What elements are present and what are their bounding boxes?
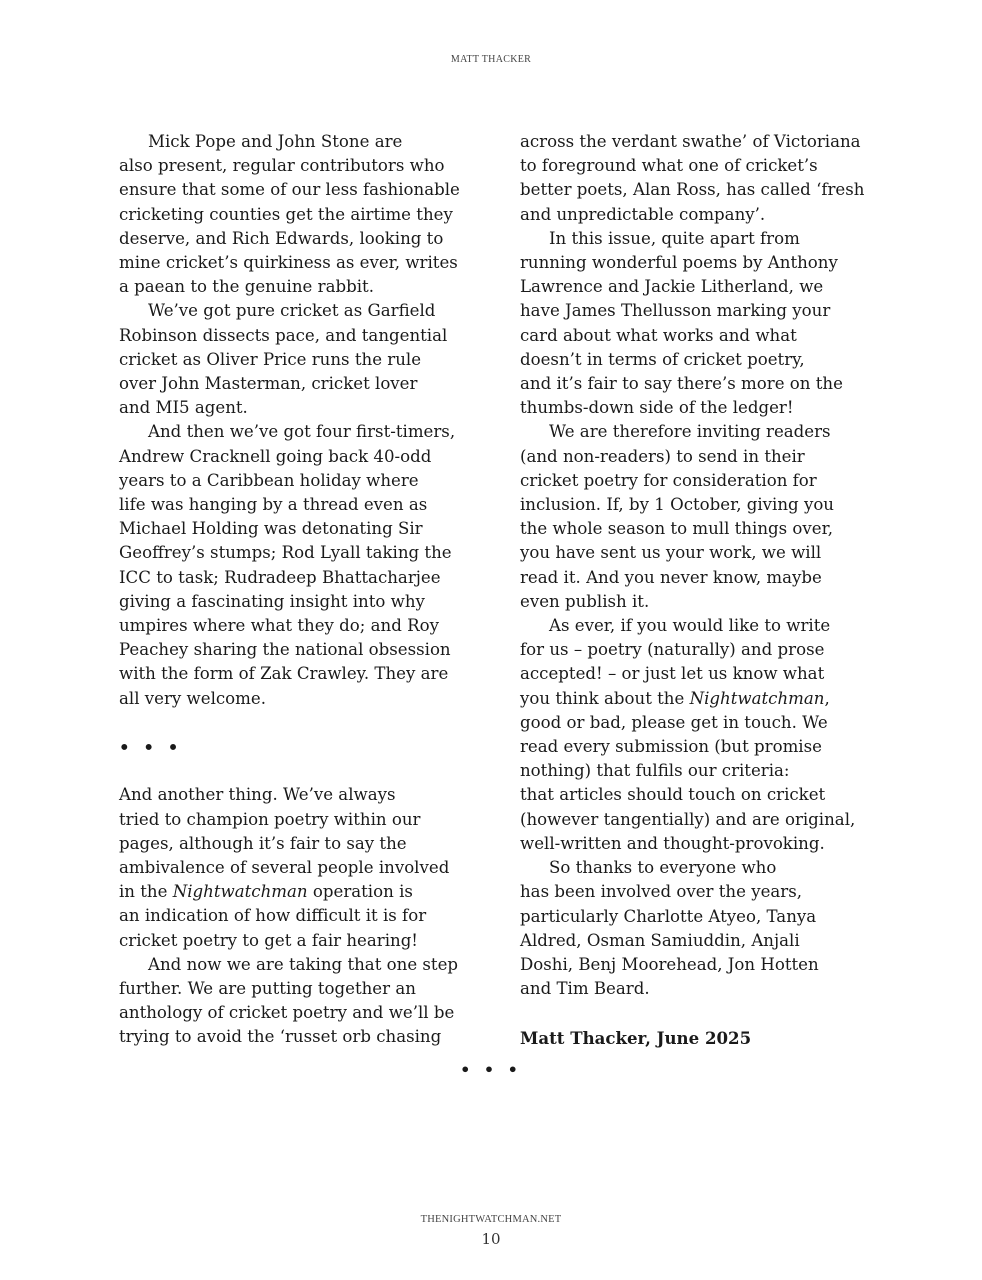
author-signoff: Matt Thacker, June 2025 bbox=[520, 1027, 752, 1048]
left-column bbox=[119, 130, 471, 1050]
text-line: cricket poetry to get a fair hearing! bbox=[119, 930, 418, 950]
text-line: We are therefore inviting readers bbox=[549, 422, 831, 442]
text-line: cricket poetry for consideration for bbox=[520, 470, 817, 490]
text-line: card about what works and what bbox=[520, 325, 797, 345]
text-line: trying to avoid the ‘russet orb chasing bbox=[119, 1027, 442, 1047]
text-line: (and non-readers) to send in their bbox=[520, 446, 805, 466]
text-line: a paean to the genuine rabbit. bbox=[119, 277, 374, 297]
text-line: (however tangentially) and are original, bbox=[520, 809, 856, 829]
text-line: you have sent us your work, we will bbox=[520, 543, 822, 563]
text-fragment: you think about the bbox=[520, 688, 690, 708]
text-line: life was hanging by a thread even as bbox=[119, 495, 428, 515]
text-line: years to a Caribbean holiday where bbox=[119, 470, 419, 490]
text-line: So thanks to everyone who bbox=[549, 858, 777, 878]
text-line: have James Thellusson marking your bbox=[520, 301, 831, 321]
text-line: pages, although it’s fair to say the bbox=[119, 833, 407, 853]
text-line: even publish it. bbox=[520, 591, 650, 611]
text-line: umpires where what they do; and Roy bbox=[119, 616, 439, 636]
text-line: that articles should touch on cricket bbox=[520, 785, 826, 805]
text-line: inclusion. If, by 1 October, giving you bbox=[520, 495, 834, 515]
text-line: an indication of how difficult it is for bbox=[119, 906, 427, 926]
text-line bbox=[520, 687, 872, 711]
text-line: ensure that some of our less fashionable bbox=[119, 180, 460, 200]
text-line: Andrew Cracknell going back 40-odd bbox=[119, 446, 432, 466]
text-line: all very welcome. bbox=[119, 688, 267, 708]
text-line: mine cricket’s quirkiness as ever, writes bbox=[119, 253, 458, 273]
text-line: Mick Pope and John Stone are bbox=[148, 132, 403, 151]
text-line: cricketing counties get the airtime they bbox=[119, 204, 453, 224]
text-line: the whole season to mull things over, bbox=[520, 519, 834, 539]
running-head: MATT THACKER bbox=[450, 54, 532, 65]
text-line: thumbs-down side of the ledger! bbox=[520, 398, 794, 418]
text-line: and Tim Beard. bbox=[520, 979, 650, 999]
text-line: well-written and thought-provoking. bbox=[520, 833, 825, 853]
text-line: and MI5 agent. bbox=[119, 398, 248, 418]
text-line: better poets, Alan Ross, has called ‘fresh bbox=[520, 180, 865, 200]
end-separator-dots: • • • bbox=[460, 1060, 522, 1079]
footer-site-url: THENIGHTWATCHMAN.NET bbox=[420, 1214, 562, 1225]
text-line: Lawrence and Jackie Litherland, we bbox=[520, 277, 824, 297]
page-number: 10 bbox=[481, 1230, 501, 1248]
text-line: In this issue, quite apart from bbox=[549, 228, 800, 248]
text-line: with the form of Zak Crawley. They are bbox=[119, 664, 449, 684]
text-line: read every submission (but promise bbox=[520, 737, 822, 757]
text-line: We’ve got pure cricket as Garfield bbox=[148, 301, 436, 321]
text-line: Peachey sharing the national obsession bbox=[119, 640, 451, 660]
text-line: ICC to task; Rudradeep Bhattacharjee bbox=[119, 567, 441, 587]
text-line: nothing) that fulfils our criteria: bbox=[520, 761, 790, 781]
text-line: and unpredictable company’. bbox=[520, 204, 766, 224]
text-line: across the verdant swathe’ of Victoriana bbox=[520, 132, 861, 151]
text-line: accepted! – or just let us know what bbox=[520, 664, 825, 684]
text-line: cricket as Oliver Price runs the rule bbox=[119, 349, 422, 369]
text-line: running wonderful poems by Anthony bbox=[520, 253, 838, 273]
text-line: over John Masterman, cricket lover bbox=[119, 374, 418, 394]
text-fragment: operation is bbox=[307, 882, 413, 902]
text-line: good or bad, please get in touch. We bbox=[520, 712, 828, 732]
text-line: deserve, and Rich Edwards, looking to bbox=[119, 228, 444, 248]
text-line: Doshi, Benj Moorehead, Jon Hotten bbox=[520, 954, 819, 974]
text-line: giving a fascinating insight into why bbox=[119, 591, 425, 611]
text-line: to foreground what one of cricket’s bbox=[520, 156, 818, 176]
text-line: further. We are putting together an bbox=[119, 979, 416, 999]
text-line: particularly Charlotte Atyeo, Tanya bbox=[520, 906, 817, 926]
text-line: has been involved over the years, bbox=[520, 882, 803, 902]
right-column bbox=[520, 130, 872, 1050]
text-line: And another thing. We’ve always bbox=[119, 785, 396, 805]
text-line: Robinson dissects pace, and tangential bbox=[119, 325, 448, 345]
text-line: Michael Holding was detonating Sir bbox=[119, 519, 423, 539]
text-line: And then we’ve got four first-timers, bbox=[148, 422, 456, 442]
text-line: ambivalence of several people involved bbox=[119, 858, 450, 878]
text-line bbox=[119, 880, 471, 904]
publication-title: Nightwatchman bbox=[172, 882, 308, 902]
text-line: doesn’t in terms of cricket poetry, bbox=[520, 349, 805, 369]
publication-title: Nightwatchman bbox=[689, 688, 825, 708]
text-line: anthology of cricket poetry and we’ll be bbox=[119, 1003, 455, 1023]
text-line: read it. And you never know, maybe bbox=[520, 567, 822, 587]
text-line: for us – poetry (naturally) and prose bbox=[520, 640, 825, 660]
text-line: also present, regular contributors who bbox=[119, 156, 445, 176]
text-line: Geoffrey’s stumps; Rod Lyall taking the bbox=[119, 543, 452, 563]
text-line: As ever, if you would like to write bbox=[549, 616, 831, 636]
text-line: tried to champion poetry within our bbox=[119, 809, 421, 829]
text-line: And now we are taking that one step bbox=[148, 954, 459, 974]
text-fragment: in the bbox=[119, 882, 173, 902]
text-line: Aldred, Osman Samiuddin, Anjali bbox=[520, 930, 800, 950]
text-line: and it’s fair to say there’s more on the bbox=[520, 374, 843, 394]
section-break-dots: • • • bbox=[119, 737, 183, 758]
text-fragment: , bbox=[824, 688, 830, 708]
